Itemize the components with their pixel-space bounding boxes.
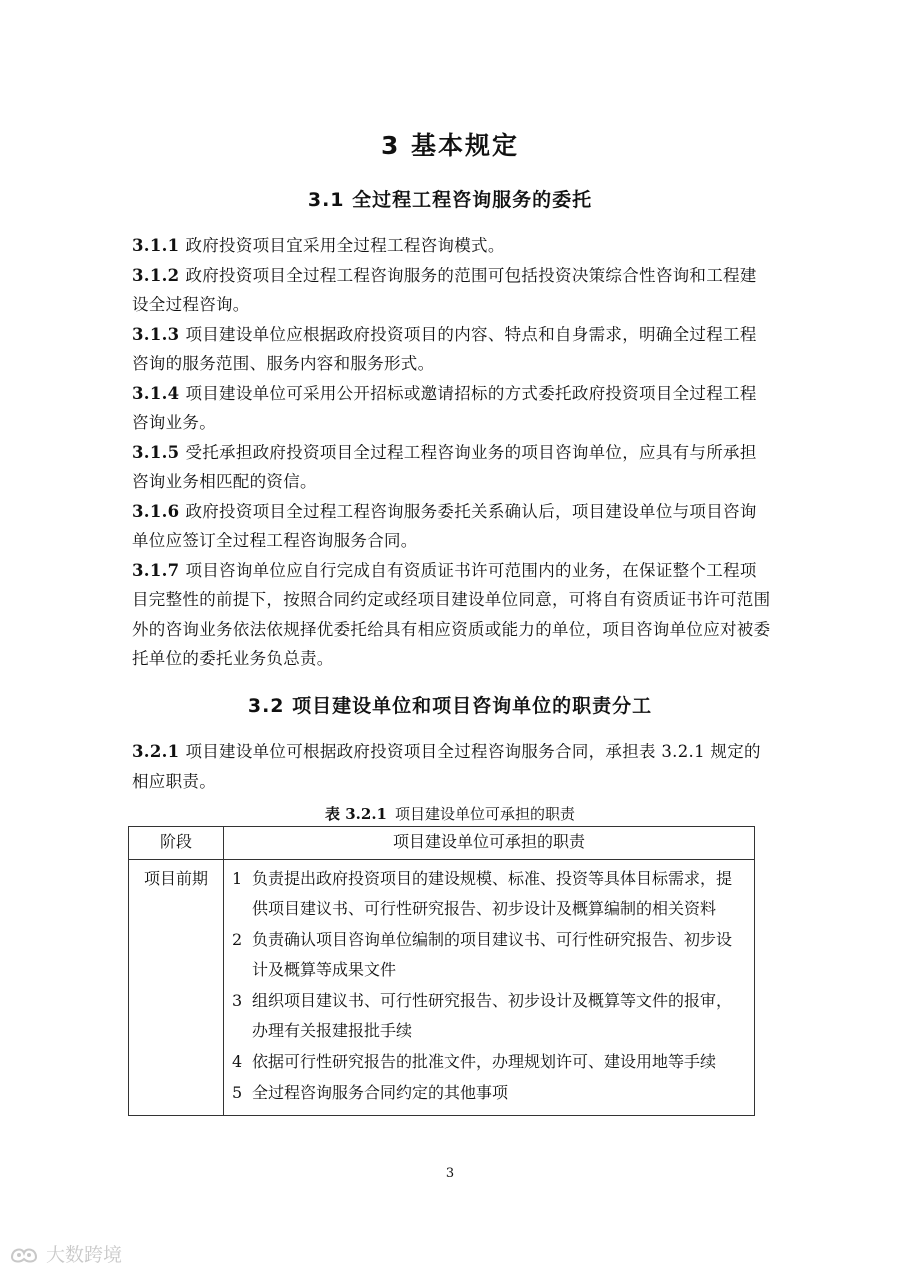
clause (132, 737, 772, 796)
table-caption-text: 项目建设单位可承担的职责 (394, 805, 575, 823)
clause (132, 438, 772, 497)
duties-cell (224, 860, 755, 1116)
clause (132, 261, 772, 320)
duty-text: 全过程咨询服务合同约定的其他事项 (252, 1083, 509, 1102)
duty-number: 3 (232, 991, 243, 1010)
duty-text: 负责确认项目咨询单位编制的项目建议书、可行性研究报告、初步设计及概算等成果文件 (252, 930, 733, 979)
chapter-title: 3 基本规定 (380, 131, 520, 160)
clause-number: 3.1.6 (132, 501, 180, 521)
duty-item (232, 986, 744, 1046)
clause (132, 556, 772, 674)
duty-number: 2 (232, 930, 243, 949)
clause-number: 3.1.5 (132, 442, 180, 462)
duty-text: 依据可行性研究报告的批准文件，办理规划许可、建设用地等手续 (252, 1052, 717, 1071)
table-caption (0, 803, 900, 824)
clause-number: 3.1.1 (132, 236, 180, 255)
stage-cell: 项目前期 (129, 860, 224, 1116)
clause-number: 3.2.1 (132, 742, 180, 761)
clause-text: 政府投资项目宜采用全过程工程咨询模式。 (185, 236, 505, 255)
clause (132, 320, 772, 379)
duty-number: 4 (232, 1052, 243, 1071)
table-header-row (129, 827, 755, 860)
watermark-text: 大数跨境 (46, 1244, 123, 1266)
duty-text: 组织项目建议书、可行性研究报告、初步设计及概算等文件的报审，办理有关报建报批手续 (252, 991, 733, 1040)
clause-number: 3.1.3 (132, 324, 180, 344)
clause-text: 受托承担政府投资项目全过程工程咨询业务的项目咨询单位，应具有与所承担咨询业务相匹配的资信。 (132, 442, 757, 491)
watermark (8, 1240, 122, 1267)
column-header-duties: 项目建设单位可承担的职责 (224, 827, 755, 860)
duty-number: 5 (232, 1083, 243, 1102)
clause (132, 497, 772, 556)
clause-text: 项目建设单位可根据政府投资项目全过程咨询服务合同，承担表 3.2.1 规定的相应职责。 (132, 742, 761, 791)
clause-number: 3.1.2 (132, 265, 180, 285)
duty-item (232, 1047, 744, 1077)
column-header-stage: 阶段 (129, 827, 224, 860)
table-row (129, 860, 755, 1116)
clause-text: 政府投资项目全过程工程咨询服务的范围可包括投资决策综合性咨询和工程建设全过程咨询。 (132, 265, 757, 314)
clause-number: 3.1.4 (132, 383, 180, 403)
page-number: 3 (445, 1166, 455, 1181)
clause (132, 379, 772, 438)
duty-number: 1 (232, 869, 243, 888)
duty-item (232, 864, 744, 924)
duty-item (232, 1078, 744, 1108)
clause-number: 3.1.7 (132, 560, 180, 580)
watermark-logo-icon (8, 1243, 42, 1265)
table-caption-number: 表 3.2.1 (325, 805, 387, 823)
clause-text: 项目建设单位应根据政府投资项目的内容、特点和自身需求，明确全过程工程咨询的服务范围、服务内容和服务形式。 (132, 324, 757, 373)
clause-text: 项目建设单位可采用公开招标或邀请招标的方式委托政府投资项目全过程工程咨询业务。 (132, 383, 757, 432)
duty-text: 负责提出政府投资项目的建设规模、标准、投资等具体目标需求，提供项目建议书、可行性研究报告、初步设计及概算编制的相关资料 (252, 869, 733, 918)
duty-item (232, 925, 744, 985)
section-title-3-1: 3.1 全过程工程咨询服务的委托 (307, 189, 593, 211)
clause (132, 231, 772, 261)
section-3-1-clauses (132, 231, 772, 674)
clause-text: 政府投资项目全过程工程咨询服务委托关系确认后，项目建设单位与项目咨询单位应签订全过程工程咨询服务合同。 (132, 501, 757, 550)
section-title-3-2: 3.2 项目建设单位和项目咨询单位的职责分工 (247, 695, 653, 717)
clause-text: 项目咨询单位应自行完成自有资质证书许可范围内的业务，在保证整个工程项目完整性的前提下，按照合同约定或经项目建设单位同意，可将自有资质证书许可范围外的咨询业务依法依规择优委托给具有相应资质或能力的单位，项目咨询单位应对被委托单位的委托业务负总责。 (132, 560, 771, 668)
duties-table (128, 826, 755, 1116)
section-3-2-clauses (132, 737, 772, 796)
